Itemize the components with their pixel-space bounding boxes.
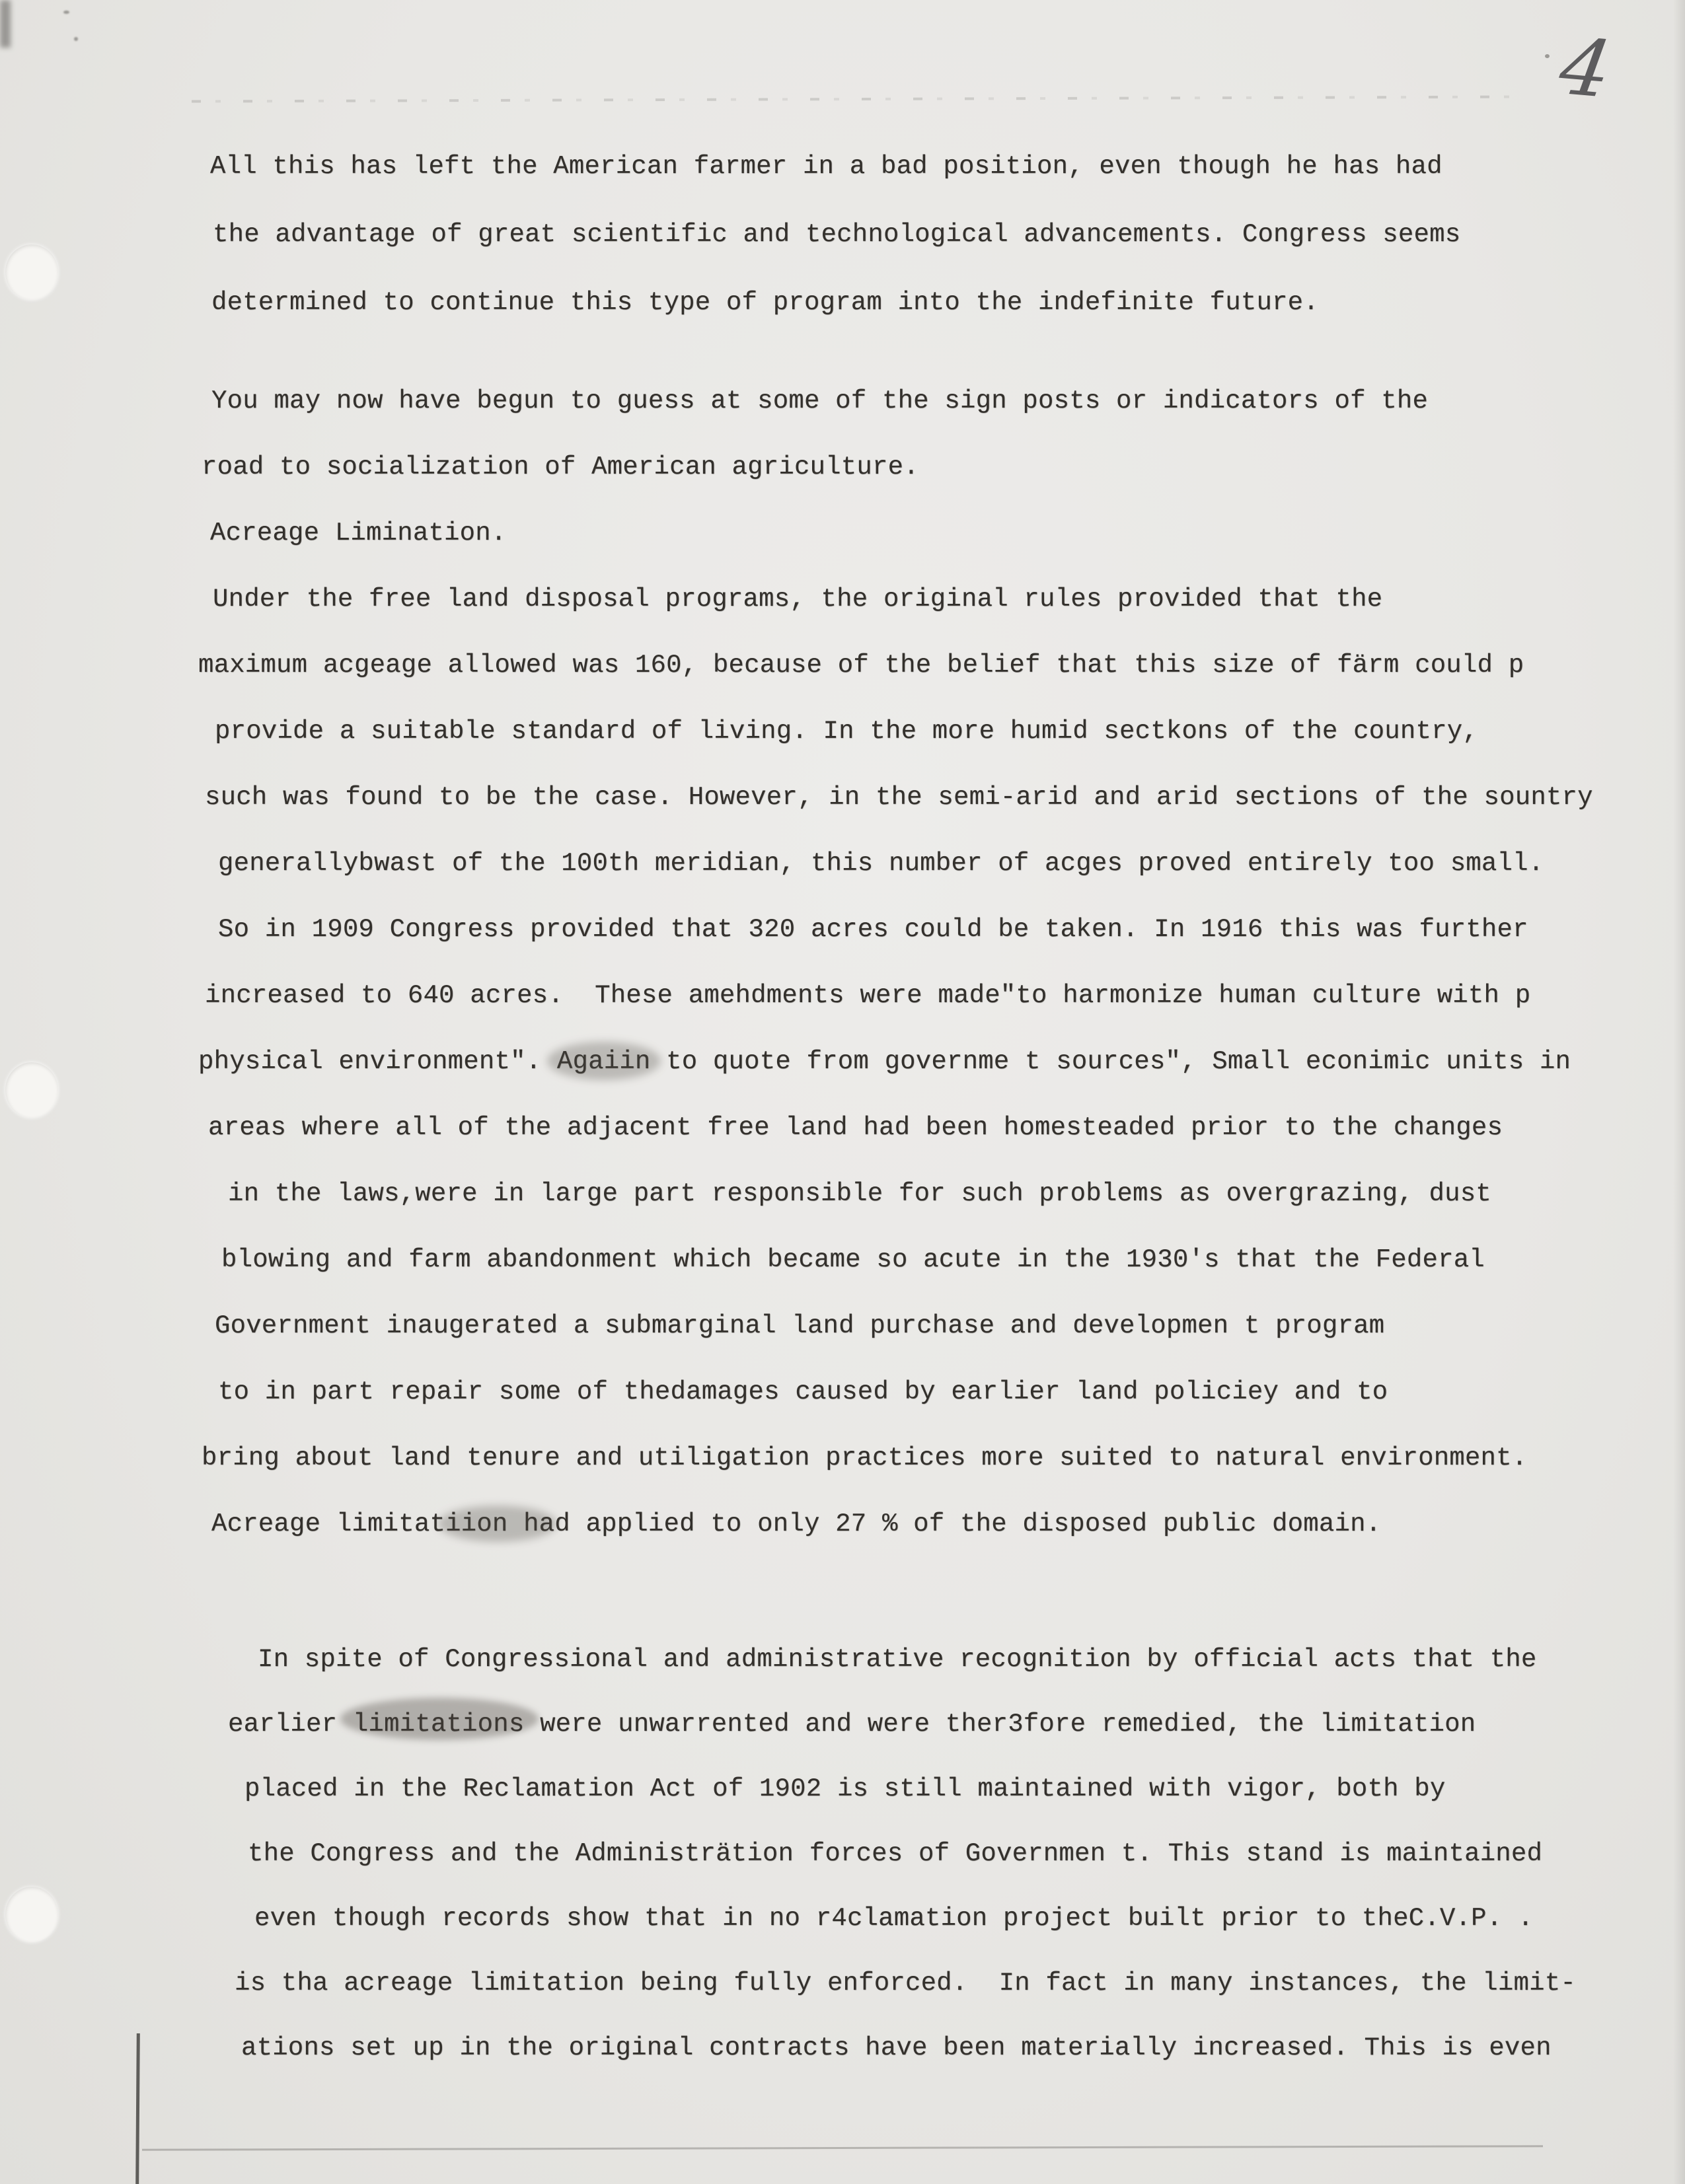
text-line: the Congress and the Administrätion forces of Governmen t. This stand is maintained xyxy=(248,1839,1543,1868)
text-line: In spite of Congressional and administrative recognition by official acts that the xyxy=(258,1645,1537,1674)
text-line: All this has left the American farmer in a bad position, even though he has had xyxy=(210,151,1442,181)
scan-artifact-speck xyxy=(74,37,78,41)
text-line: physical environment". Agaiin to quote from governme t sources", Small econimic units in xyxy=(198,1047,1571,1076)
punch-hole-top xyxy=(5,244,58,300)
text-line: even though records show that in no r4clamation project built prior to theC.V.P. . xyxy=(254,1904,1534,1933)
text-line: Acreage limitatiion had applied to only 27 % of the disposed public domain. xyxy=(211,1510,1382,1539)
text-line: is tha acreage limitation being fully enforced. In fact in many instances, the limit- xyxy=(235,1969,1576,1998)
text-line: determined to continue this type of program into the indefinite future. xyxy=(211,287,1319,317)
text-line: provide a suitable standard of living. In the more humid sectkons of the country, xyxy=(215,717,1478,746)
punch-hole-bottom xyxy=(5,1887,58,1942)
scan-artifact-fold-line xyxy=(135,2033,140,2184)
scan-artifact-corner-smudge xyxy=(0,0,11,48)
text-line: Under the free land disposal programs, the original rules provided that the xyxy=(213,585,1383,614)
text-line: bring about land tenure and utiligation practices more suited to natural environment. xyxy=(202,1443,1528,1473)
text-line: areas where all of the adjacent free land had been homesteaded prior to the changes xyxy=(208,1113,1503,1142)
page-edge-shadow xyxy=(1673,0,1685,2184)
scan-artifact-speck xyxy=(1545,54,1550,58)
text-line: Government inaugerated a submarginal land purchase and developmen t program xyxy=(215,1311,1385,1340)
scan-artifact-speck xyxy=(63,11,69,14)
text-line: So in 1909 Congress provided that 320 acres could be taken. In 1916 this was further xyxy=(218,915,1528,944)
text-line: to in part repair some of thedamages caused by earlier land policiey and to xyxy=(218,1377,1388,1406)
ink-smudge-limitations xyxy=(340,1698,539,1740)
text-line: Acreage Limination. xyxy=(210,519,507,548)
paragraph-2 xyxy=(198,368,1593,1557)
text-line: road to socialization of American agriculture. xyxy=(202,453,919,482)
scan-artifact-bottom-line xyxy=(142,2145,1543,2151)
scan-artifact-top-line xyxy=(192,95,1526,102)
text-line: in the laws,were in large part responsible for such problems as overgrazing, dust xyxy=(228,1179,1491,1208)
ink-smudge-again xyxy=(547,1042,661,1080)
text-line: blowing and farm abandonment which became so acute in the 1930's that the Federal xyxy=(221,1245,1485,1274)
text-line: maximum acgeage allowed was 160, because of the belief that this size of färm could p xyxy=(198,651,1524,680)
text-line: generallybwast of the 100th meridian, this number of acges proved entirely too small. xyxy=(218,849,1544,878)
handwritten-page-number: 4 xyxy=(1554,20,1618,116)
paragraph-1 xyxy=(198,132,1460,336)
text-line: increased to 640 acres. These amehdments were made"to harmonize human culture with p xyxy=(205,981,1531,1010)
text-line: the advantage of great scientific and technological advancements. Congress seems xyxy=(213,219,1461,249)
text-line: ations set up in the original contracts have been materially increased. This is even xyxy=(241,2033,1552,2062)
ink-smudge-limitation xyxy=(438,1506,557,1542)
text-line: placed in the Reclamation Act of 1902 is still maintained with vigor, both by xyxy=(244,1774,1446,1803)
text-line: such was found to be the case. However, in the semi-arid and arid sections of the sountry xyxy=(205,783,1593,812)
paragraph-3 xyxy=(198,1627,1576,2080)
text-line: earlier limitations were unwarrented and were ther3fore remedied, the limitation xyxy=(228,1710,1476,1739)
text-line: You may now have begun to guess at some of the sign posts or indicators of the xyxy=(211,386,1429,416)
punch-hole-middle xyxy=(5,1062,58,1118)
